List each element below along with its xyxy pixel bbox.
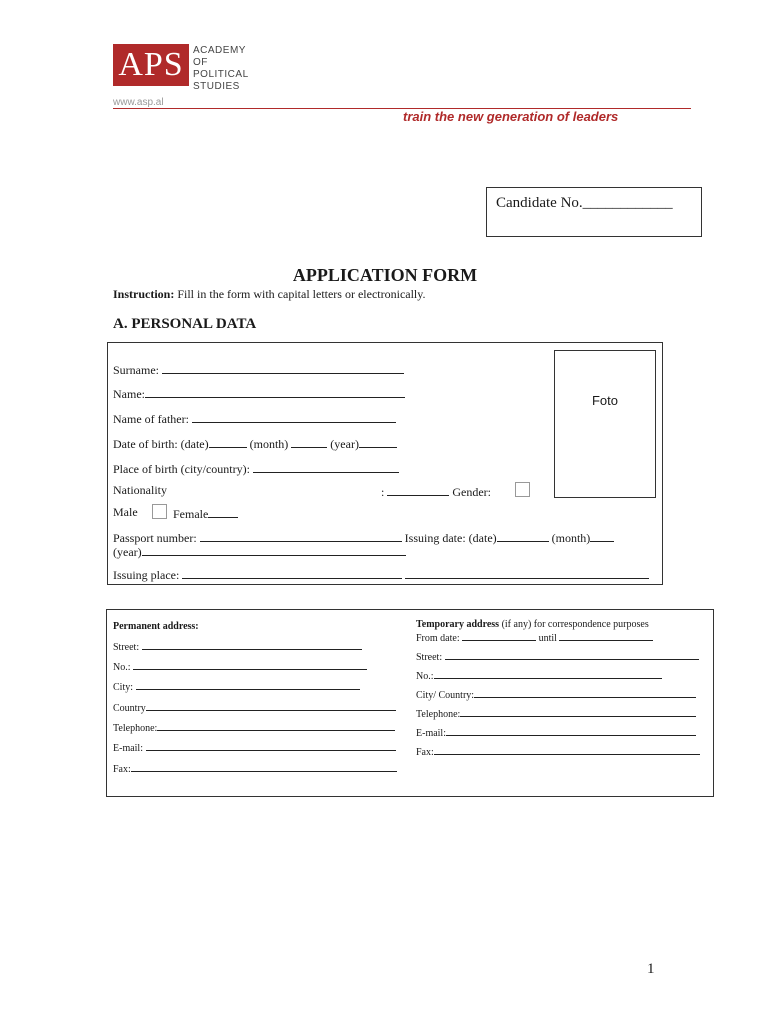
temp-city-country-field[interactable] (474, 689, 696, 698)
temp-telephone-label: Telephone: (416, 709, 461, 720)
place-of-birth-label: Place of birth (city/country): (113, 462, 250, 476)
issuing-year-field[interactable] (142, 543, 406, 556)
issuing-month-field[interactable] (590, 529, 614, 542)
nationality-label: Nationality (113, 483, 167, 497)
perm-country-label: Country (113, 703, 146, 714)
temp-email-label: E-mail: (416, 728, 446, 739)
temp-telephone-row (416, 708, 696, 720)
temp-no-field[interactable] (434, 670, 662, 679)
temporary-address-title-bold: Temporary address (416, 619, 500, 630)
issuing-month-label: (month) (551, 531, 591, 545)
temp-no-row (416, 670, 662, 682)
temp-from-date-label: From date: (416, 633, 460, 644)
gender-label: Gender: (452, 485, 491, 499)
place-of-birth-field[interactable] (253, 460, 399, 473)
form-title: APPLICATION FORM (292, 265, 478, 285)
dob-date-field[interactable] (209, 435, 247, 448)
dob-year-field[interactable] (359, 435, 397, 448)
name-row (113, 385, 405, 402)
temp-no-label: No.: (416, 671, 434, 682)
perm-email-row (113, 742, 396, 754)
perm-fax-field[interactable] (131, 763, 397, 772)
perm-email-label: E-mail: (113, 743, 143, 754)
passport-label: Passport number: (113, 531, 197, 545)
instruction-text: Fill in the form with capital letters or electronically. (177, 287, 426, 301)
gender-checkbox[interactable] (515, 482, 530, 497)
female-label: Female (173, 507, 209, 521)
male-label: Male (113, 505, 138, 519)
temp-from-date-field[interactable] (462, 632, 536, 641)
logo-text: APS (118, 46, 184, 83)
surname-field[interactable] (162, 361, 404, 374)
issuing-year-row (113, 543, 406, 560)
temp-street-field[interactable] (445, 651, 699, 660)
nationality-field-row (381, 483, 491, 500)
issuing-year-label: (year) (113, 545, 142, 559)
issuing-place-field-2[interactable] (405, 566, 649, 579)
instruction-label: Instruction: (113, 287, 175, 301)
logo-wordmark (193, 45, 258, 93)
issuing-place-row (113, 566, 649, 583)
temp-until-field[interactable] (559, 632, 653, 641)
tagline: train the new generation of leaders (403, 109, 619, 124)
perm-no-field[interactable] (133, 661, 367, 670)
perm-street-row (113, 641, 362, 653)
logo-mark (113, 44, 189, 86)
temp-fax-field[interactable] (434, 746, 700, 755)
dob-row (113, 435, 397, 452)
perm-telephone-row (113, 722, 395, 734)
nationality-colon: : (381, 485, 385, 499)
temp-fax-row (416, 746, 700, 758)
temp-from-date-row (416, 632, 653, 644)
dob-year-label: (year) (330, 437, 359, 451)
website-url[interactable]: www.asp.al (113, 97, 164, 108)
dob-month-label: (month) (249, 437, 289, 451)
temp-until-label: until (538, 633, 557, 644)
temp-street-label: Street: (416, 652, 443, 663)
dob-label: Date of birth: (date) (113, 437, 209, 451)
temp-fax-label: Fax: (416, 747, 434, 758)
temp-email-row (416, 727, 696, 739)
temp-email-field[interactable] (446, 727, 696, 736)
temporary-address-title-rest: (if any) for correspondence purposes (501, 619, 649, 630)
perm-country-field[interactable] (146, 702, 396, 711)
temporary-address-title (416, 619, 649, 630)
page-number: 1 (647, 961, 655, 977)
male-checkbox[interactable] (152, 504, 167, 519)
perm-fax-label: Fax: (113, 764, 131, 775)
issuing-place-field-1[interactable] (182, 566, 402, 579)
dob-month-field[interactable] (291, 435, 327, 448)
temp-telephone-field[interactable] (460, 708, 696, 717)
surname-label: Surname: (113, 363, 159, 377)
perm-telephone-field[interactable] (157, 722, 395, 731)
place-of-birth-row (113, 460, 399, 477)
issuing-place-label: Issuing place: (113, 568, 180, 582)
perm-no-row (113, 661, 367, 673)
issuing-date-label: Issuing date: (date) (404, 531, 497, 545)
perm-no-label: No.: (113, 662, 131, 673)
logo (113, 44, 258, 92)
perm-telephone-label: Telephone: (113, 723, 158, 734)
perm-city-row (113, 681, 360, 693)
female-field[interactable] (208, 505, 238, 518)
name-label: Name: (113, 387, 145, 401)
passport-field[interactable] (200, 529, 402, 542)
surname-row (113, 361, 404, 378)
perm-city-label: City: (113, 682, 134, 693)
father-row (113, 410, 396, 427)
perm-fax-row (113, 763, 397, 775)
perm-street-field[interactable] (142, 641, 362, 650)
perm-street-label: Street: (113, 642, 140, 653)
instruction (113, 287, 426, 302)
logo-line-1: ACADEMY OF (193, 45, 246, 68)
candidate-number-label: Candidate No.____________ (496, 195, 673, 211)
photo-box[interactable] (554, 350, 656, 498)
perm-email-field[interactable] (146, 742, 396, 751)
issuing-date-field[interactable] (497, 529, 549, 542)
father-label: Name of father: (113, 412, 189, 426)
temp-city-country-row (416, 689, 696, 701)
permanent-address-title: Permanent address: (113, 621, 199, 632)
temp-city-country-label: City/ Country: (416, 690, 475, 701)
perm-country-row (113, 702, 396, 714)
logo-line-2: POLITICAL (193, 69, 249, 80)
logo-line-3: STUDIES (193, 81, 240, 92)
temp-street-row (416, 651, 699, 663)
nationality-field[interactable] (387, 483, 449, 496)
female-row (173, 505, 238, 522)
perm-city-field[interactable] (136, 681, 360, 690)
name-field[interactable] (145, 385, 405, 398)
father-field[interactable] (192, 410, 396, 423)
section-a-title: A. PERSONAL DATA (113, 316, 257, 332)
photo-label: Foto (591, 393, 618, 408)
candidate-number-box[interactable] (486, 187, 702, 237)
